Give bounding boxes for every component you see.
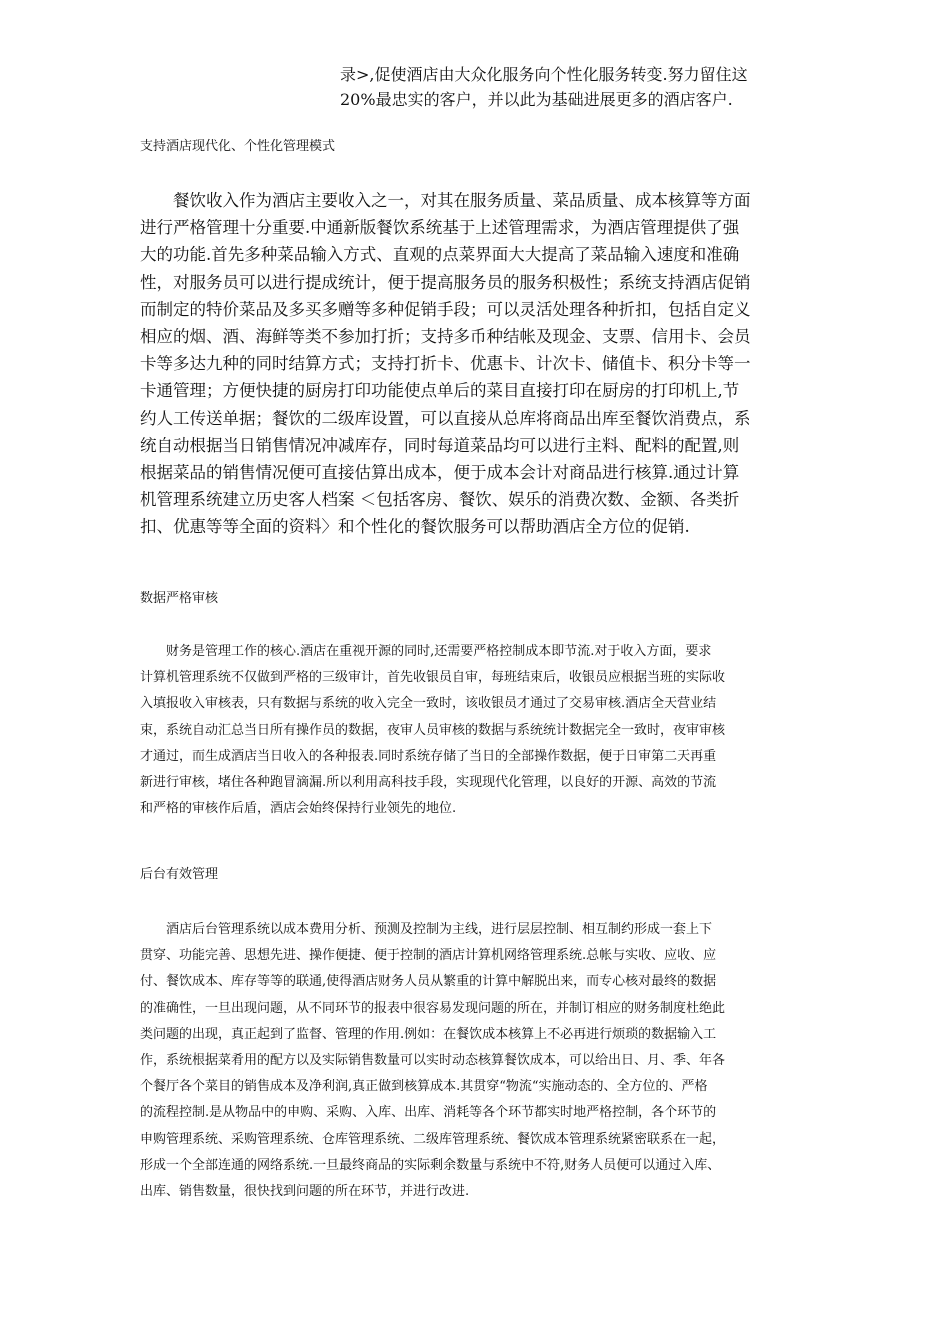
paragraph-line: 作，系统根据菜肴用的配方以及实际销售数量可以实时动态核算餐饮成本，可以给出日、月、季、年各: [140, 1053, 726, 1069]
paragraph-line: 扣、优惠等等全面的资料〉和个性化的餐饮服务可以帮助酒店全方位的促销.: [140, 517, 690, 537]
paragraph-line: 卡等多达九种的同时结算方式；支持打折卡、优惠卡、计次卡、储值卡、积分卡等一: [140, 354, 751, 374]
paragraph-line: 大的功能.首先多种菜品输入方式、直观的点菜界面大大提高了菜品输入速度和准确: [140, 245, 740, 265]
paragraph-line: 和严格的审核作后盾，酒店会始终保持行业领先的地位.: [140, 801, 457, 817]
paragraph-line: 付、餐饮成本、库存等等的联通,使得酒店财务人员从繁重的计算中解脱出来，而专心核对最终的数据: [140, 974, 717, 990]
paragraph-line: 出库、销售数量，很快找到问题的所在环节，并进行改进.: [140, 1184, 470, 1200]
section-paragraph-data-audit: [140, 639, 816, 822]
paragraph-line: 申购管理系统、采购管理系统、仓库管理系统、二级库管理系统、餐饮成本管理系统紧密联系在一起，: [140, 1131, 726, 1147]
section-heading-data-audit: 数据严格审核: [140, 591, 219, 606]
paragraph-line: 新进行审核，堵住各种跑冒滴漏.所以利用高科技手段，实现现代化管理，以良好的开源、高效的节流: [140, 775, 717, 791]
paragraph-line: 统自动根据当日销售情况冲减库存，同时每道菜品均可以进行主料、配料的配置,则: [140, 435, 740, 455]
paragraph-line: 的流程控制.是从物品中的申购、采购、入库、出库、消耗等各个环节都实时地严格控制，各个环节的: [140, 1105, 717, 1121]
paragraph-line: 类问题的出现，真正起到了监督、管理的作用.例如：在餐饮成本核算上不必再进行烦琐的数据输入工: [140, 1026, 717, 1042]
paragraph-line: 入填报收入审核表，只有数据与系统的收入完全一致时，该收银员才通过了交易审核.酒店全天营业结: [140, 696, 717, 712]
section-paragraph-backoffice: [140, 917, 816, 1205]
paragraph-line: 卡通管理；方便快捷的厨房打印功能使点单后的菜目直接打印在厨房的打印机上,节: [140, 381, 740, 401]
paragraph-line: 个餐厅各个菜目的销售成本及净利润,真正做到核算成本.其贯穿“物流“实施动态的、全方位的、严格: [140, 1079, 708, 1095]
section-heading-backoffice: 后台有效管理: [140, 867, 219, 882]
paragraph-line: 计算机管理系统不仅做到严格的三级审计，首先收银员自审，每班结束后，收银员应根据当班的实际收: [140, 670, 726, 686]
paragraph-line: 餐饮收入作为酒店主要收入之一，对其在服务质量、菜品质量、成本核算等方面: [140, 191, 751, 210]
paragraph-line: 性，对服务员可以进行提成统计，便于提高服务员的服务积极性；系统支持酒店促销: [140, 272, 751, 292]
paragraph-line: 才通过，而生成酒店当日收入的各种报表.同时系统存储了当日的全部操作数据，便于日审第二天再重: [140, 748, 717, 764]
intro-paragraph: [340, 62, 820, 112]
paragraph-line: 而制定的特价菜品及多买多赠等多种促销手段；可以灵活处理各种折扣，包括自定义: [140, 299, 751, 319]
paragraph-line: 机管理系统建立历史客人档案 ＜包括客房、餐饮、娱乐的消费次数、金额、各类折: [140, 490, 740, 510]
paragraph-line: 相应的烟、酒、海鲜等类不参加打折；支持多币种结帐及现金、支票、信用卡、会员: [140, 327, 751, 347]
paragraph-line: 财务是管理工作的核心.酒店在重视开源的同时,还需要严格控制成本即节流.对于收入方面，要求: [140, 644, 712, 659]
paragraph-line: 进行严格管理十分重要.中通新版餐饮系统基于上述管理需求，为酒店管理提供了强: [140, 218, 740, 238]
paragraph-line: 约人工传送单据；餐饮的二级库设置，可以直接从总库将商品出库至餐饮消费点，系: [140, 408, 751, 428]
paragraph-line: 束，系统自动汇总当日所有操作员的数据，夜审人员审核的数据与系统统计数据完全一致时，夜审审核: [140, 722, 726, 738]
section-paragraph-management-mode: [140, 187, 816, 541]
paragraph-line: 酒店后台管理系统以成本费用分析、预测及控制为主线，进行层层控制、相互制约形成一套上下: [140, 922, 713, 937]
section-heading-management-mode: 支持酒店现代化、个性化管理模式: [140, 139, 336, 154]
paragraph-line: 根据菜品的销售情况便可直接估算出成本，便于成本会计对商品进行核算.通过计算: [140, 463, 740, 483]
intro-line: 录>,促使酒店由大众化服务向个性化服务转变.努力留住这: [340, 65, 748, 84]
paragraph-line: 形成一个全部连通的网络系统.一旦最终商品的实际剩余数量与系统中不符,财务人员便可以通过入库、: [140, 1157, 721, 1173]
intro-line: 20%最忠实的客户，并以此为基础进展更多的酒店客户.: [340, 90, 733, 109]
paragraph-line: 的准确性，一旦出现问题，从不同环节的报表中很容易发现问题的所在，并制订相应的财务制度杜绝此: [140, 1000, 726, 1016]
paragraph-line: 贯穿、功能完善、思想先进、操作便捷、便于控制的酒店计算机网络管理系统.总帐与实收、应收、应: [140, 948, 717, 964]
